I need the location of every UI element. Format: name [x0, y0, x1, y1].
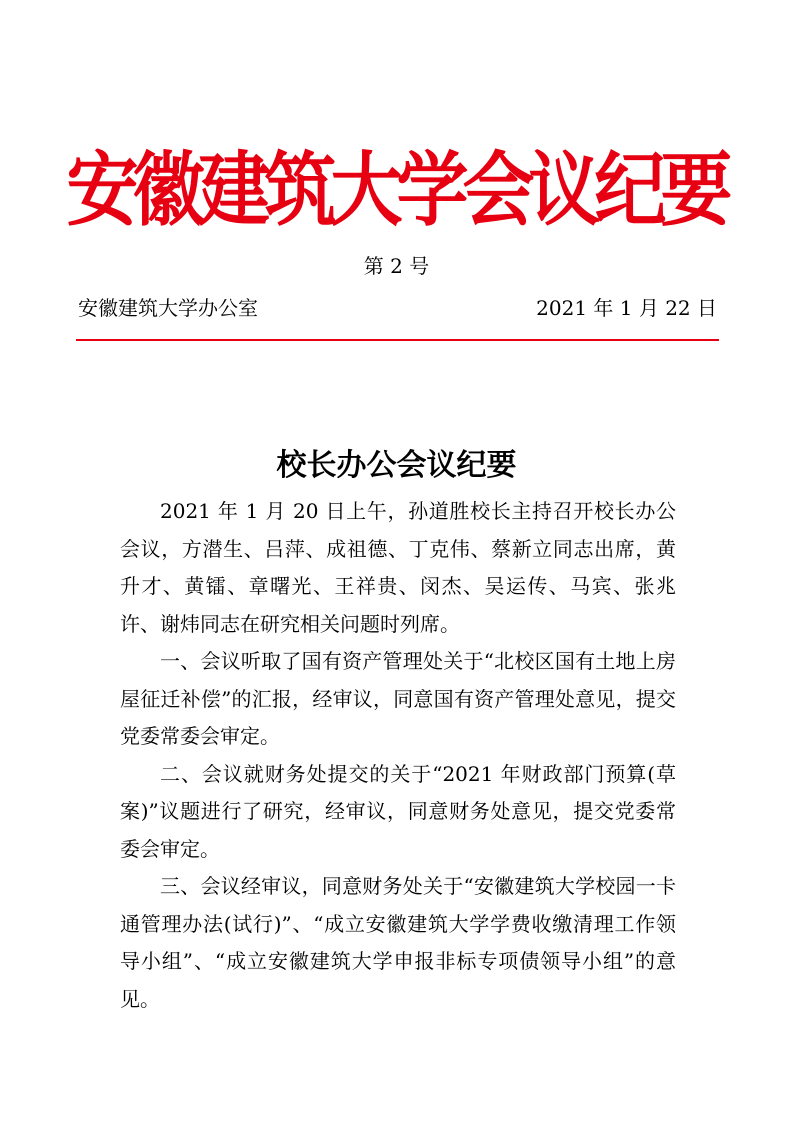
body-paragraph-item-2: 二、会议就财务处提交的关于“2021 年财政部门预算(草案)”议题进行了研究，经审议，同意财务处意见，提交党委常委会审定。 — [120, 761, 676, 861]
body-paragraph-attendance: 2021 年 1 月 20 日上午，孙道胜校长主持召开校长办公会议，方潜生、吕萍、成祖德、丁克伟、蔡新立同志出席，黄升才、黄镭、章曙光、王祥贵、闵杰、吴运传、马宾、张兆许、谢炜同志在研究相关问题时列席。 — [120, 499, 676, 636]
document-title: 校长办公会议纪要 — [276, 448, 517, 483]
document-number: 第 2 号 — [363, 254, 430, 278]
red-divider-line — [76, 339, 719, 341]
masthead-title: 安徽建筑大学会议纪要 — [66, 142, 727, 237]
issuing-office: 安徽建筑大学办公室 — [78, 296, 258, 320]
body-paragraph-item-3: 三、会议经审议，同意财务处关于“安徽建筑大学校园一卡通管理办法(试行)”、“成立安徽建筑大学学费收缴清理工作领导小组”、“成立安徽建筑大学申报非标专项债领导小组”的意见。 — [120, 874, 676, 1011]
body-paragraph-item-1: 一、会议听取了国有资产管理处关于“北校区国有土地上房屋征迁补偿”的汇报，经审议，同意国有资产管理处意见，提交党委常委会审定。 — [120, 649, 676, 748]
issue-date: 2021 年 1 月 22 日 — [536, 296, 717, 320]
document-body — [120, 493, 676, 1018]
